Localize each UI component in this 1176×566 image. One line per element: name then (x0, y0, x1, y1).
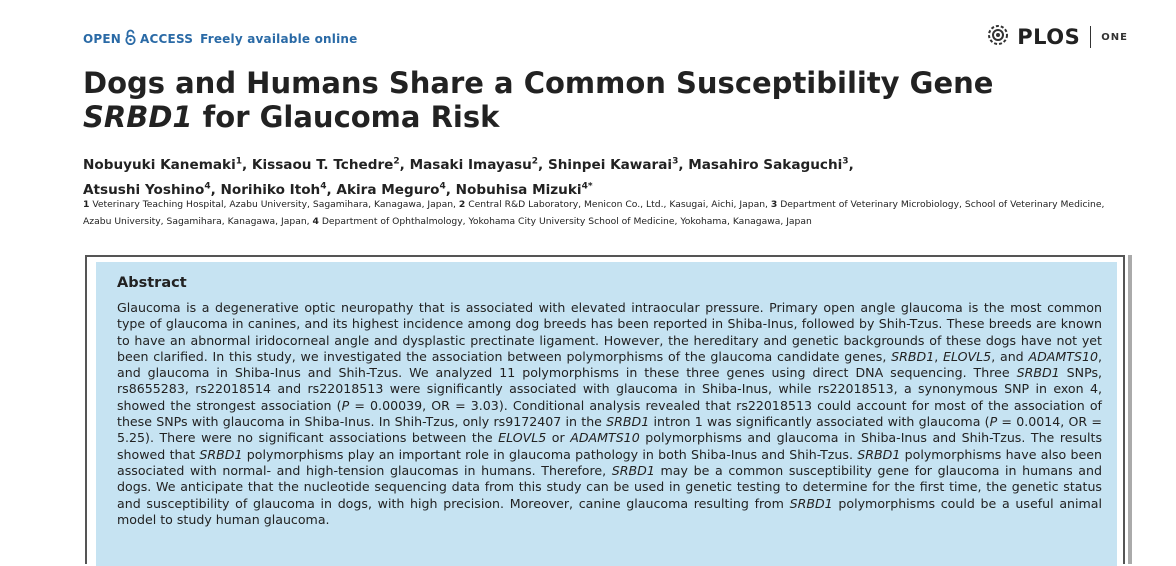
affiliation: 2 Central R&D Laboratory, Menicon Co., Ltd., Kasugai, Aichi, Japan, (458, 199, 768, 210)
abstract-text: Glaucoma is a degenerative optic neuropathy that is associated with elevated intraocular pressure. Primary open angle glaucoma is the most common type of glaucoma in canines, and its highest incidence among dog breeds has been reported in Shiba-Inus, followed by Shih-Tzus. These breeds are known to have an abnormal iridocorneal angle and dysplastic prectinate ligament. However, the hereditary and genetic backgrounds of these dogs have not yet been clarified. In this study, we investigated the association between polymorphisms of the glaucoma candidate genes, SRBD1, ELOVL5, and ADAMTS10, and glaucoma in Shiba-Inus and Shih-Tzus. We analyzed 11 polymorphisms in these three genes using direct DNA sequencing. Three SRBD1 SNPs, rs8655283, rs22018514 and rs22018513 were significantly associated with glaucoma in Shiba-Inus, while rs22018513, a synonymous SNP in exon 4, showed the strongest association (P = 0.00039, OR = 3.03). Conditional analysis revealed that rs22018513 could account for most of the association of these SNPs with glaucoma in Shiba-Inus. In Shih-Tzus, only rs9172407 in the SRBD1 intron 1 was significantly associated with glaucoma (P = 0.0014, OR = 5.25). There were no significant associations between the ELOVL5 or ADAMTS10 polymorphisms and glaucoma in Shiba-Inus and Shih-Tzus. The results showed that SRBD1 polymorphisms play an important role in glaucoma pathology in both Shiba-Inus and Shih-Tzus. SRBD1 polymorphisms have also been associated with normal- and high-tension glaucomas in humans. Therefore, SRBD1 may be a common susceptibility gene for glaucoma in humans and dogs. We anticipate that the nucleotide sequencing data from this study can be used in genetic testing to determine for the first time, the genetic status and susceptibility of glaucoma in dogs, with high precision. Moreover, canine glaucoma resulting from SRBD1 polymorphisms could be a useful animal model to study human glaucoma. (117, 300, 1103, 527)
journal-logo (985, 22, 1128, 52)
affiliations (83, 197, 1133, 230)
article-title (83, 66, 1143, 134)
abstract-box-shadow (1128, 255, 1132, 564)
open-label: OPEN (83, 31, 122, 46)
author: Atsushi Yoshino$^4$, (83, 181, 221, 199)
journal-name: PLOS (1017, 25, 1081, 49)
abstract-box (85, 255, 1125, 564)
author: Kissaou T. Tchedre$^2$, (251, 156, 410, 173)
logo-divider (1090, 26, 1091, 48)
affiliation: 4 Department of Ophthalmology, Yokohama City University School of Medicine, Yokohama, Kanagawa, Japan (312, 215, 812, 227)
plos-gear-icon (985, 22, 1011, 52)
author: Shinpei Kawarai$^3$, (547, 156, 689, 173)
author: Masahiro Sakaguchi$^3$, (688, 156, 854, 173)
author: Norihiko Itoh$^4$, (220, 181, 337, 199)
title-gene: SRBD1 (83, 100, 193, 134)
open-access-lock-icon (124, 29, 137, 48)
title-line-2 (83, 100, 1143, 134)
open-access-banner (83, 29, 358, 48)
author: Masaki Imayasu$^2$, (409, 156, 548, 173)
author: Nobuhisa Mizuki$^{4*}$ (455, 181, 593, 199)
freely-available-label: Freely available online (200, 31, 358, 46)
title-line-1: Dogs and Humans Share a Common Susceptibility Gene (83, 66, 994, 100)
abstract-background (96, 262, 1117, 566)
author: Nobuyuki Kanemaki$^1$, (83, 156, 252, 173)
title-line-2-rest: for Glaucoma Risk (192, 100, 500, 134)
author: Akira Meguro$^4$, (336, 181, 456, 199)
journal-subname: ONE (1101, 31, 1128, 43)
abstract-heading: Abstract (117, 275, 187, 291)
affiliation: 3 Department of Veterinary Microbiology, School of Veterinary Medicine, Azabu University, Sagamihara, Kanagawa, Japan, (83, 199, 1105, 227)
author-list (83, 150, 1143, 201)
affiliation: 1 Veterinary Teaching Hospital, Azabu University, Sagamihara, Kanagawa, Japan, (83, 199, 456, 210)
access-label: ACCESS (140, 31, 194, 46)
